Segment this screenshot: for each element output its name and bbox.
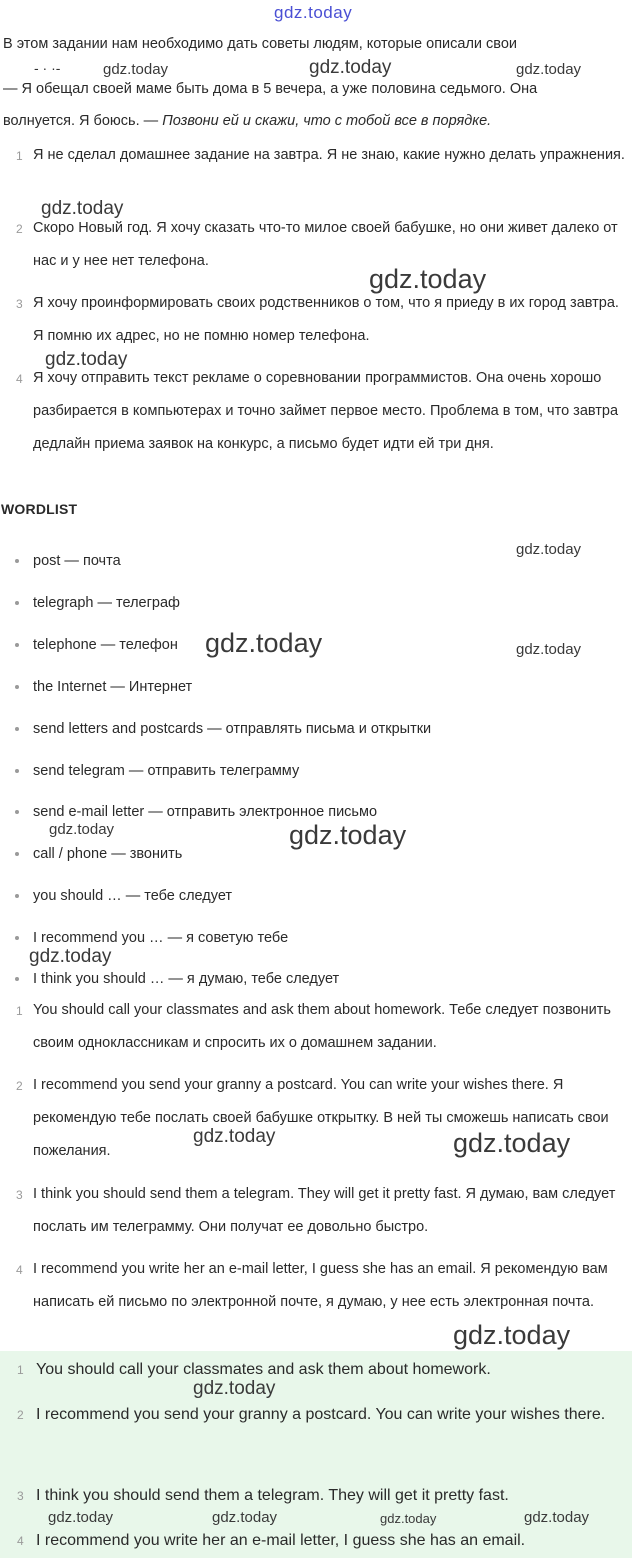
site-logo[interactable]: gdz.today — [274, 3, 353, 22]
watermark: gdz.today — [289, 820, 407, 850]
watermark: gdz.today — [380, 1511, 437, 1526]
wordlist-item-text: I recommend you … — я советую тебе — [33, 930, 289, 946]
solution-number: 1 — [16, 1004, 23, 1018]
answer-text: I recommend you write her an e-mail letter, I guess she has an email. — [36, 1532, 526, 1549]
watermark: gdz.today — [193, 1126, 276, 1147]
wordlist-item-text: telephone — телефон — [33, 637, 178, 653]
answer-number: 4 — [17, 1534, 24, 1548]
intro-line-3-plain: волнуется. Я боюсь. — — [3, 113, 163, 129]
watermark: gdz.today — [516, 541, 582, 558]
task-text: Я хочу отправить текст рекламе о соревновании программистов. Она очень хорошо разбирается в компьютерах и точно займет первое место. Проблема в том, что завтра дедлайн приема заявок на конкурс, а письмо будет идти ей три дня. — [33, 370, 619, 452]
answer-text: I think you should send them a telegram. They will get it pretty fast. — [36, 1487, 509, 1504]
answer-number: 3 — [17, 1489, 24, 1503]
watermark: gdz.today — [193, 1378, 276, 1399]
wordlist-item-text: you should … — тебе следует — [33, 888, 233, 904]
task-text: Я хочу проинформировать своих родственников о том, что я приеду в их город завтра. Я помню их адрес, но не помню номер телефона. — [33, 295, 619, 344]
bullet — [15, 559, 19, 563]
wordlist-item-text: the Internet — Интернет — [33, 679, 193, 695]
watermark: gdz.today — [453, 1128, 571, 1158]
answer-number: 2 — [17, 1408, 24, 1422]
watermark: gdz.today — [212, 1509, 278, 1526]
solution-text: I recommend you write her an e-mail letter, I guess she has an email. Я рекомендую вам написать ей письмо по электронной почте, я думаю, у нее есть электронная почта. — [33, 1261, 608, 1310]
intro-line-3-italic: Позвони ей и скажи, что с тобой все в порядке. — [162, 113, 492, 129]
task-number: 3 — [16, 297, 23, 311]
bullet — [15, 936, 19, 940]
task-number: 4 — [16, 372, 23, 386]
watermark: gdz.today — [369, 264, 487, 294]
watermark: gdz.today — [453, 1320, 571, 1350]
watermark: gdz.today — [45, 349, 128, 370]
wordlist-heading: WORDLIST — [1, 501, 78, 517]
solution-number: 3 — [16, 1188, 23, 1202]
watermark: gdz.today — [205, 628, 323, 658]
bullet — [15, 852, 19, 856]
watermark: gdz.today — [103, 61, 169, 78]
answer-text: I recommend you send your granny a postcard. You can write your wishes there. — [36, 1406, 606, 1423]
watermark: gdz.today — [309, 57, 392, 78]
bullet — [15, 769, 19, 773]
wordlist-item-text: post — почта — [33, 553, 121, 569]
answer-text: You should call your classmates and ask them about homework. — [36, 1361, 491, 1378]
task-number: 1 — [16, 149, 23, 163]
watermark: gdz.today — [41, 198, 124, 219]
wordlist-item-text: I think you should … — я думаю, тебе следует — [33, 971, 340, 987]
wordlist-item-text: call / phone — звонить — [33, 846, 183, 862]
wordlist-item-text: send letters and postcards — отправлять письма и открытки — [33, 721, 432, 737]
bullet — [15, 727, 19, 731]
watermark: gdz.today — [516, 641, 582, 658]
wordlist-item-text: send telegram — отправить телеграмму — [33, 763, 300, 779]
task-text: Я не сделал домашнее задание на завтра. Я не знаю, какие нужно делать упражнения. — [33, 147, 625, 163]
task-text: Скоро Новый год. Я хочу сказать что-то милое своей бабушке, но они живет далеко от нас и у нее нет телефона. — [33, 220, 618, 269]
watermark: gdz.today — [48, 1509, 114, 1526]
solution-number: 2 — [16, 1079, 23, 1093]
intro-line-3 — [3, 111, 491, 131]
solution-text: I recommend you send your granny a postcard. You can write your wishes there. Я рекомендую тебе послать своей бабушке открытку. В ней ты сможешь написать свои пожелания. — [33, 1077, 609, 1159]
watermark: gdz.today — [516, 61, 582, 78]
wordlist-item-text: send e-mail letter — отправить электронное письмо — [33, 804, 378, 820]
bullet — [15, 894, 19, 898]
solution-number: 4 — [16, 1263, 23, 1277]
task-number: 2 — [16, 222, 23, 236]
bullet — [15, 601, 19, 605]
solution-text: I think you should send them a telegram. They will get it pretty fast. Я думаю, вам следует послать им телеграмму. Они получат ее довольно быстро. — [33, 1186, 616, 1235]
bullet — [15, 685, 19, 689]
watermark: gdz.today — [49, 821, 115, 838]
wordlist-item-text: telegraph — телеграф — [33, 595, 180, 611]
partial-text: - · ·- — [34, 60, 61, 76]
watermark: gdz.today — [524, 1509, 590, 1526]
answers-block — [0, 1351, 632, 1558]
bullet — [15, 810, 19, 814]
bullet — [15, 977, 19, 981]
intro-line-2: — Я обещал своей маме быть дома в 5 вечера, а уже половина седьмого. Она — [3, 81, 538, 97]
solution-text: You should call your classmates and ask them about homework. Тебе следует позвонить своим одноклассникам и спросить их о домашнем задании. — [33, 1002, 611, 1051]
bullet — [15, 643, 19, 647]
intro-line-1: В этом задании нам необходимо дать советы людям, которые описали свои — [3, 36, 517, 52]
watermark: gdz.today — [29, 946, 112, 967]
answer-number: 1 — [17, 1363, 24, 1377]
